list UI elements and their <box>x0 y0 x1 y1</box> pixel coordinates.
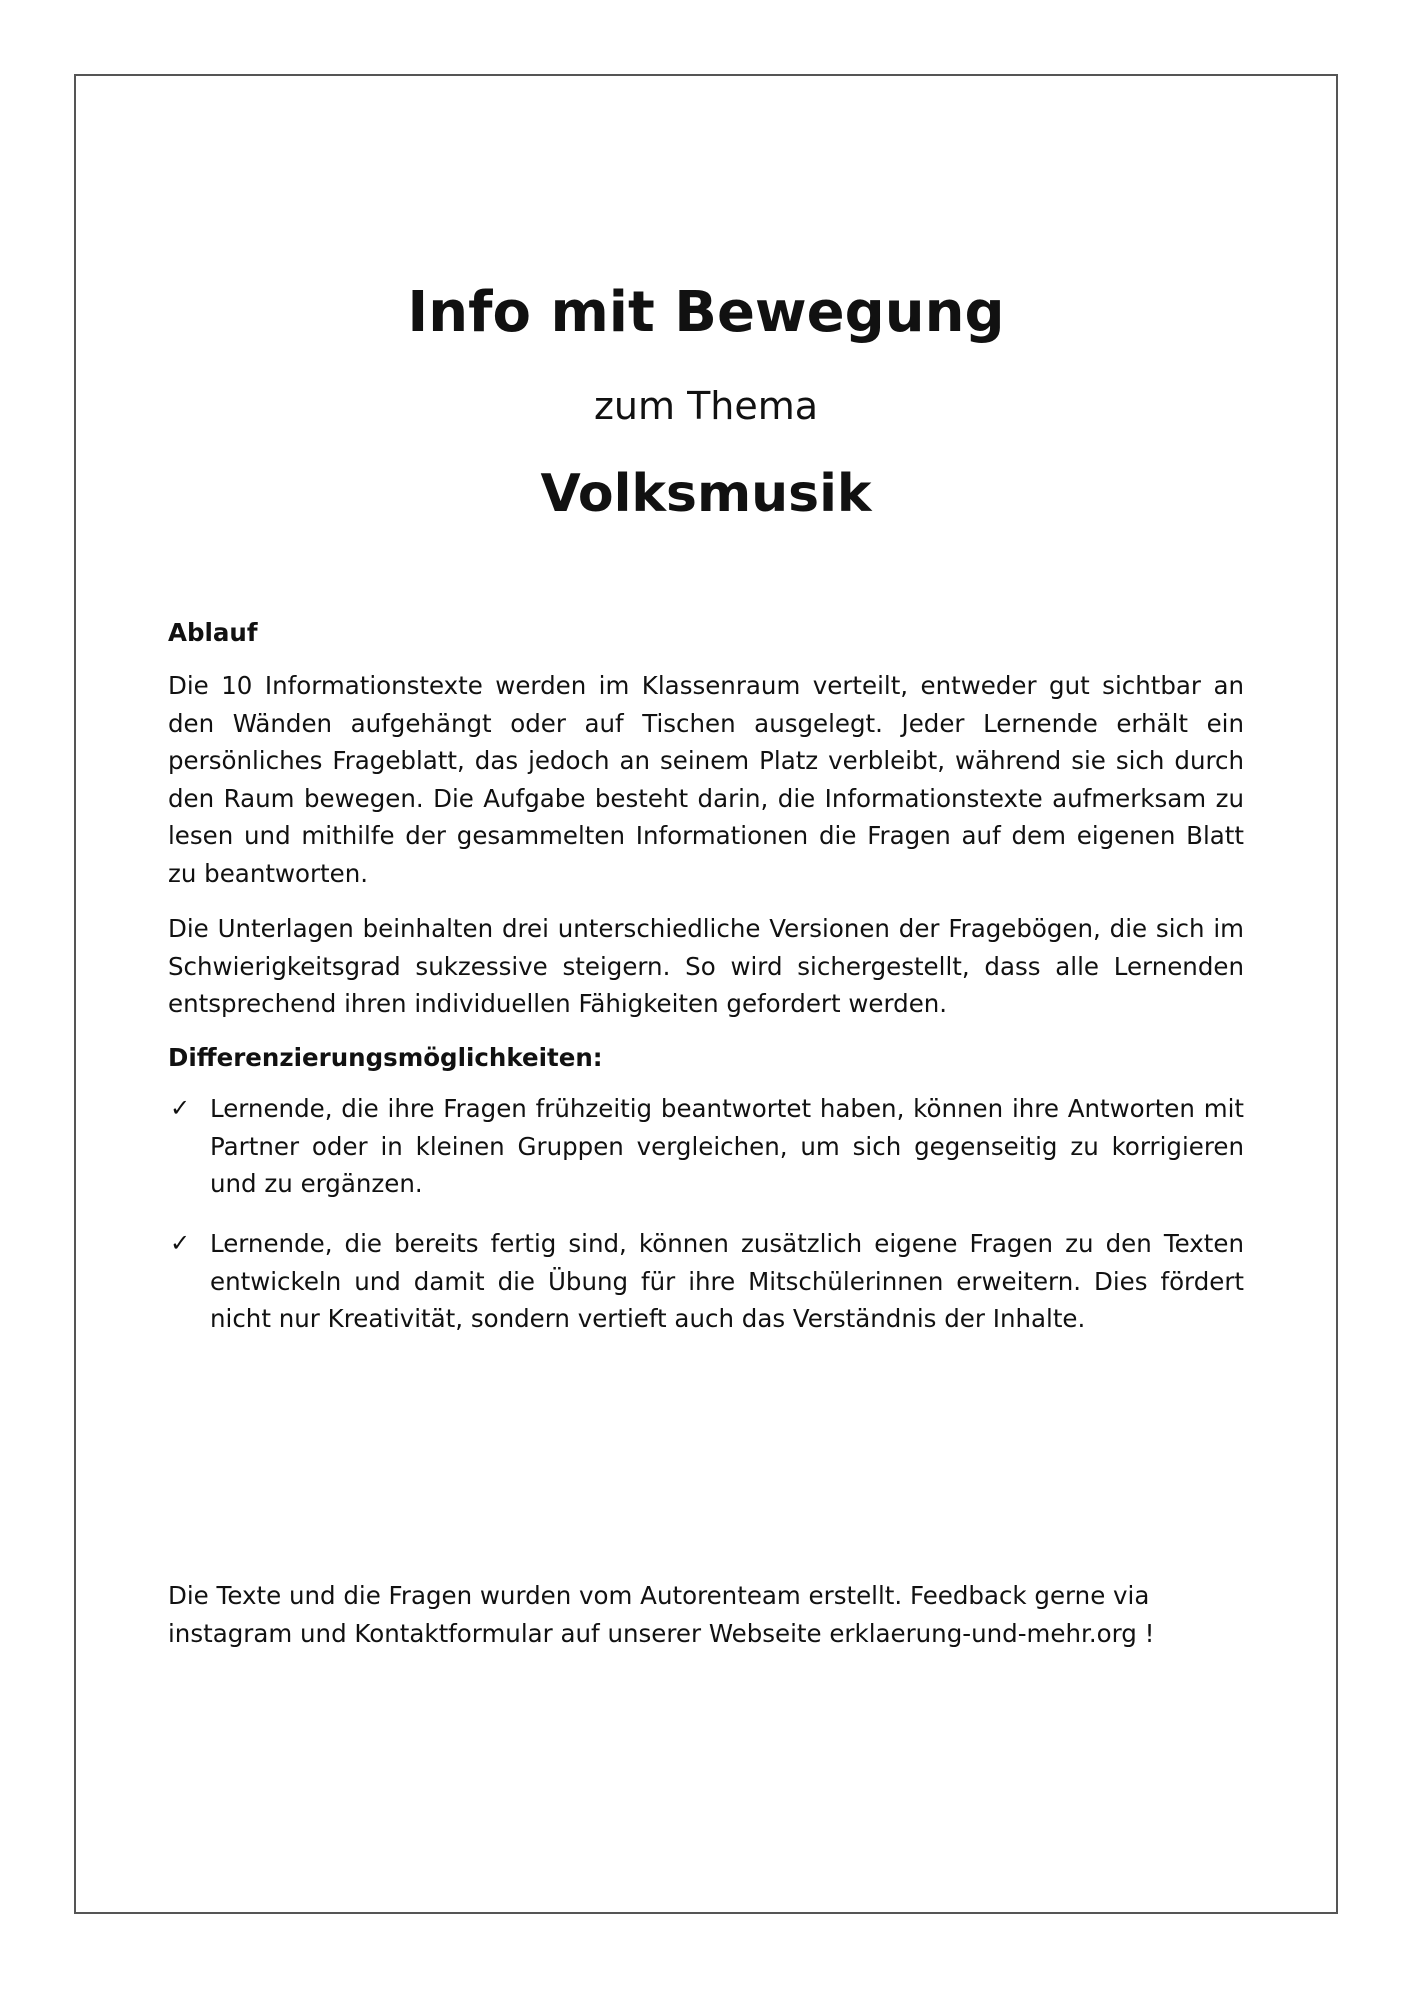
footer-line-2: instagram und Kontaktformular auf unserer Webseite erklaerung-und-mehr.org ! <box>168 1618 1155 1648</box>
checkmark-icon: ✓ <box>170 1094 191 1122</box>
ablauf-paragraph-2: Die Unterlagen beinhalten drei unterschiedliche Versionen der Fragebögen, die sich im Schwierigkeitsgrad sukzessive steigern. So wird sichergestellt, dass alle Lernenden entsprechend ihren individuellen Fähigkeiten gefordert werden. <box>168 914 1244 1018</box>
checkmark-icon: ✓ <box>170 1229 191 1257</box>
differenzierung-heading: Differenzierungsmöglichkeiten: <box>168 1043 603 1072</box>
subtitle: zum Thema <box>593 384 819 428</box>
topic-title: Volksmusik <box>540 464 872 524</box>
ablauf-paragraph-1: Die 10 Informationstexte werden im Klassenraum verteilt, entweder gut sichtbar an den Wänden aufgehängt oder auf Tischen ausgelegt. Jeder Lernende erhält ein persönliches Frageblatt, das jedoch an seinem Platz verbleibt, während sie sich durch den Raum bewegen. Die Aufgabe besteht darin, die Informationstexte aufmerksam zu lesen und mithilfe der gesammelten Informationen die Fragen auf dem eigenen Blatt zu beantworten. <box>168 671 1244 888</box>
list-item-text: Lernende, die bereits fertig sind, können zusätzlich eigene Fragen zu den Texten entwickeln und damit die Übung für ihre Mitschülerinnen erweitern. Dies fördert nicht nur Kreativität, sondern vertieft auch das Verständnis der Inhalte. <box>210 1229 1244 1333</box>
list-item-text: Lernende, die ihre Fragen frühzeitig beantwortet haben, können ihre Antworten mit Partner oder in kleinen Gruppen vergleichen, um sich gegenseitig zu korrigieren und zu ergänzen. <box>210 1094 1244 1198</box>
footer-line-1: Die Texte und die Fragen wurden vom Autorenteam erstellt. Feedback gerne via <box>168 1581 1150 1610</box>
ablauf-heading: Ablauf <box>168 618 258 647</box>
main-title: Info mit Bewegung <box>407 280 1005 345</box>
footer-note <box>168 1577 1244 1652</box>
